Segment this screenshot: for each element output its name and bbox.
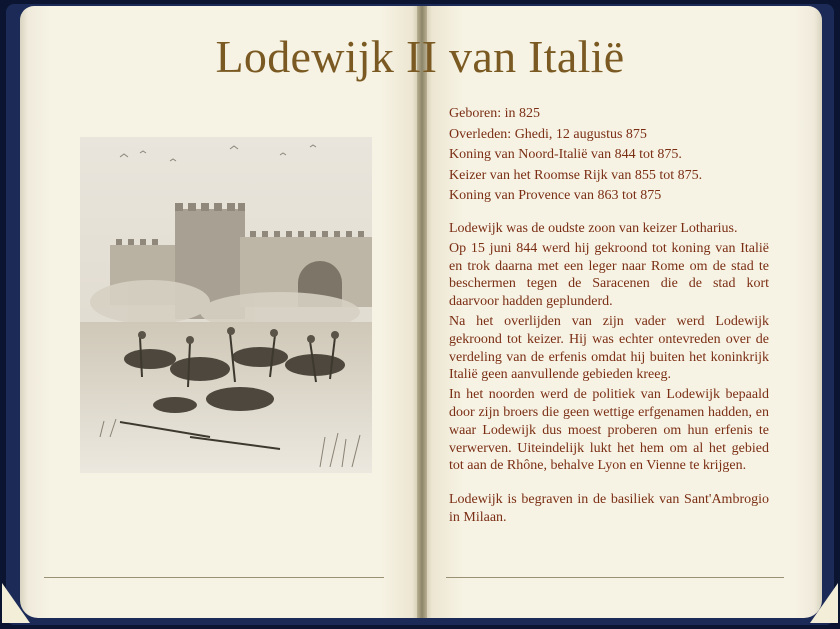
left-page-corner bbox=[2, 583, 30, 623]
fact-died: Overleden: Ghedi, 12 augustus 875 bbox=[449, 126, 647, 142]
paragraph: In het noorden werd de politiek van Lodewijk bepaald door zijn broers die geen wettige erfgenamen hadden, en waar Lodewijk dus moest proberen om hun erfenis te verwerven. Uiteindelijk lukt het hem om al het gebied tot aan de Rhône, behalve Lyon en Vienne te krijgen. bbox=[449, 387, 769, 474]
right-footer-rule bbox=[446, 577, 784, 578]
biography-text bbox=[449, 220, 769, 529]
left-footer-rule bbox=[44, 577, 384, 578]
paragraph: Lodewijk is begraven in de basiliek van Sant'Ambrogio in Milaan. bbox=[449, 492, 769, 525]
battle-engraving-icon bbox=[80, 137, 372, 473]
page-title: Lodewijk II van Italië bbox=[215, 31, 625, 82]
right-page-corner bbox=[810, 583, 838, 623]
paragraph: Na het overlijden van zijn vader werd Lodewijk gekroond tot keizer. Hij was echter ontevreden over de verdeling van de erfenis omdat hij buiten het koninkrijk Italië geen aanvullende gebieden kreeg. bbox=[449, 313, 769, 383]
biography-facts bbox=[449, 104, 779, 207]
fact-king-provence: Koning van Provence van 863 tot 875 bbox=[449, 188, 662, 203]
fact-emperor: Keizer van het Roomse Rijk van 855 tot 875. bbox=[449, 167, 703, 183]
paragraph: Op 15 juni 844 werd hij gekroond tot koning van Italië en trok daarna met een leger naar Rome om de stad te beschermen tegen de Saracenen die de stad kort daarvoor hadden geplunderd. bbox=[449, 240, 769, 310]
book-spine-gutter bbox=[417, 6, 427, 618]
fact-king-north-italy: Koning van Noord-Italië van 844 tot 875. bbox=[449, 147, 682, 162]
paragraph: Lodewijk was de oudste zoon van keizer Lotharius. bbox=[449, 221, 738, 236]
fact-born: Geboren: in 825 bbox=[449, 106, 540, 121]
